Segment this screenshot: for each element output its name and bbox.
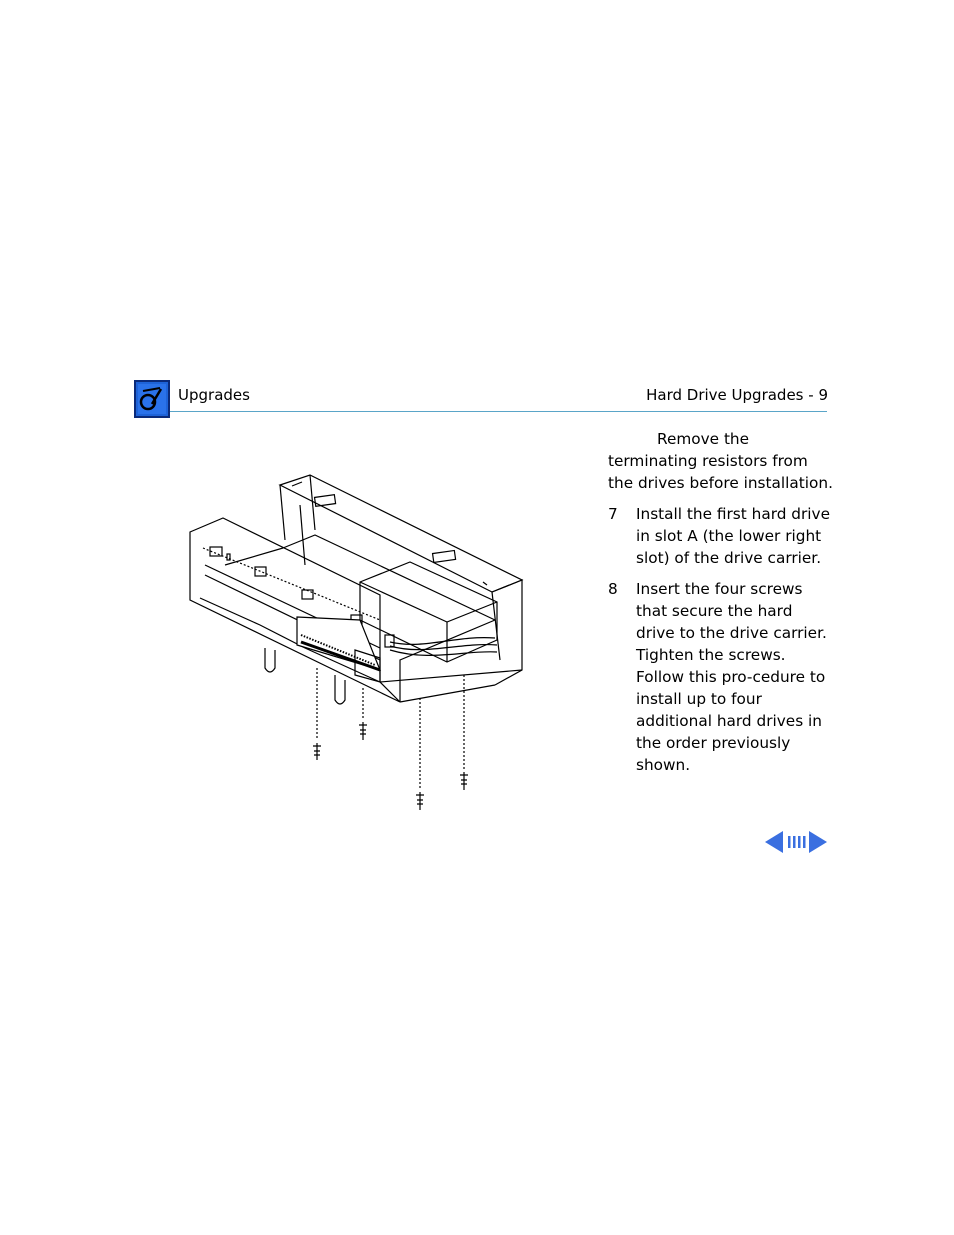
page-index-icon[interactable] [788,836,806,848]
note-paragraph [608,428,833,494]
header-divider [170,411,827,412]
apple-service-logo-icon [134,380,170,418]
step-number: 7 [608,505,618,523]
page-navigation [764,829,828,855]
note-text: terminating resistors from the drives before installation. [608,452,833,492]
drive-carrier-illustration [185,470,530,815]
right-arrow-icon[interactable] [809,831,827,853]
step-7 [608,503,833,569]
page-title: Hard Drive Upgrades - 9 [646,386,828,404]
instructions-column [608,428,833,785]
step-number: 8 [608,580,618,598]
step-text: Insert the four screws that secure the hard drive to the drive carrier. Tighten the screws. Follow this pro-cedure to install up to four additional hard drives in the order previously shown. [636,580,827,774]
step-8 [608,578,833,776]
section-label: Upgrades [178,386,250,404]
step-text: Install the first hard drive in slot A (the lower right slot) of the drive carrier. [636,505,831,567]
left-arrow-icon[interactable] [765,831,783,853]
note-first-line: Remove the [657,430,750,448]
